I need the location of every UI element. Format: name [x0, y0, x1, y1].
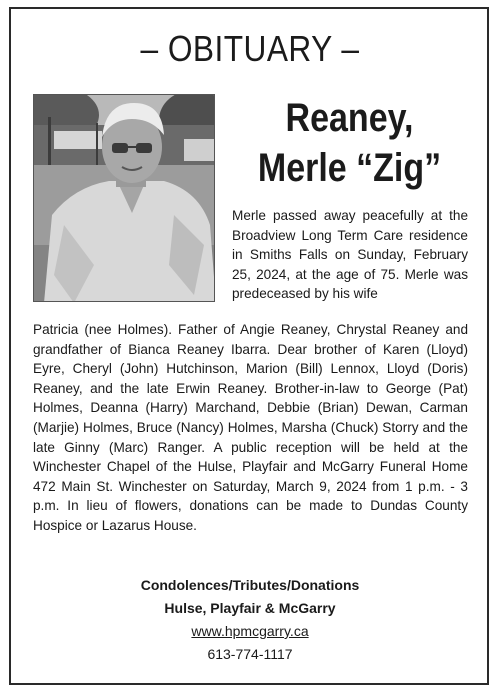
funeral-home-website-link[interactable]: www.hpmcgarry.ca — [191, 623, 309, 639]
obituary-heading: – OBITUARY – — [140, 28, 360, 69]
portrait-image — [34, 95, 215, 302]
funeral-home-name: Hulse, Playfair & McGarry — [164, 600, 336, 616]
obituary-intro-text: Merle passed away peacefully at the Broadview Long Term Care residence in Smiths Falls on Sunday, February 25, 2024, at the age of 75. Merle was predeceased by his wife — [232, 208, 468, 302]
deceased-surname: Reaney, — [285, 96, 414, 140]
obituary-main-text: Patricia (nee Holmes). Father of Angie Reaney, Chrystal Reaney and grandfather of Bianca Reaney Ibarra. Dear brother of Karen (Lloyd) Eyre, Cheryl (John) Hutchinson, Marion (Bill) Lennox, Lloyd (Doris) Reaney, and the late Erwin Reaney. Brother-in-law to George (Pat) Holmes, Deanna (Harry) Marchand, Debbie (Brian) Dewan, Carman (Marjie) Holmes, Bruce (Nancy) Holmes, Marsha (Chuck) Storry and the late Ginny (Marc) Ranger. A public reception will be held at the Winchester Chapel of the Hulse, Playfair and McGarry Funeral Home 472 Main St. Winchester on Saturday, March 9, 2024 from 1 p.m. - 3 p.m. In lieu of flowers, donations can be made to Dundas County Hospice or Lazarus House. — [33, 322, 468, 533]
portrait-photo — [33, 94, 215, 302]
funeral-home-phone: 613-774-1117 — [207, 646, 293, 662]
condolences-heading: Condolences/Tributes/Donations — [140, 577, 360, 593]
deceased-given-name: Merle “Zig” — [257, 146, 442, 190]
